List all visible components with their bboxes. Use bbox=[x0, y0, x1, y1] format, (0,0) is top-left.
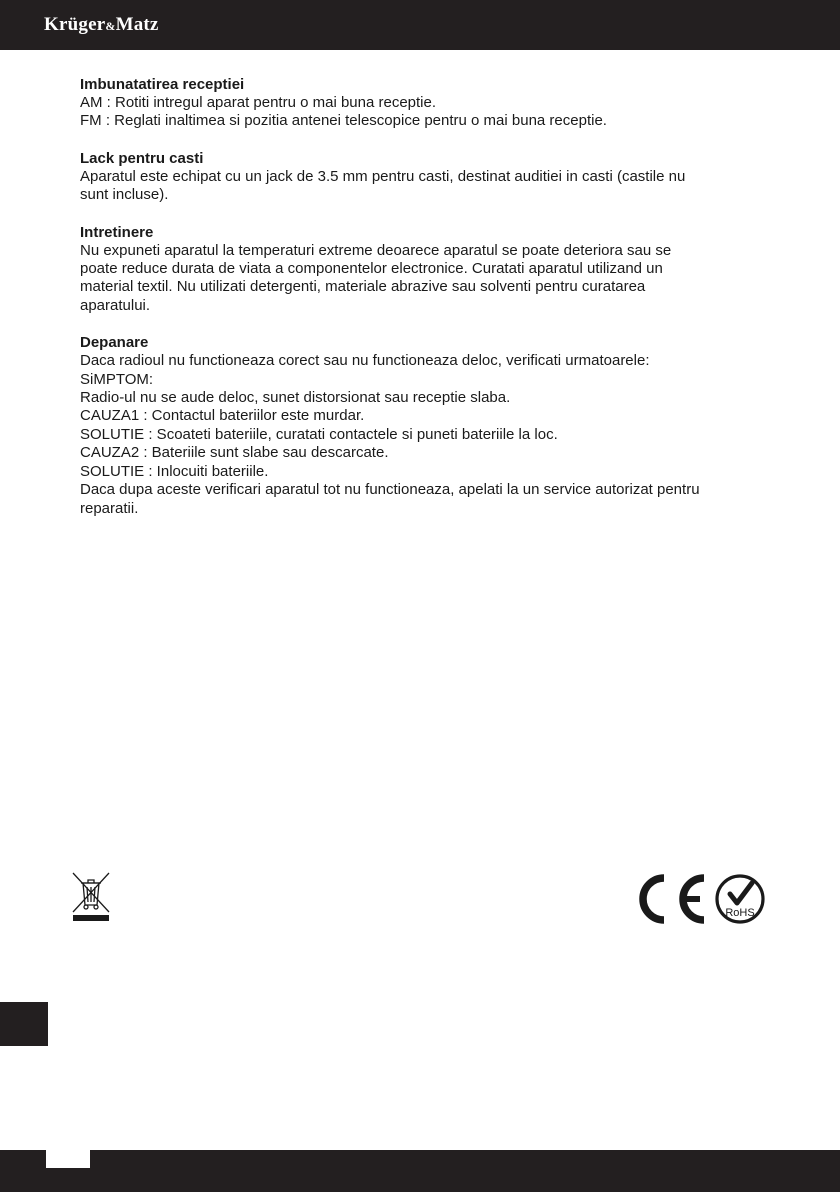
text-line: SOLUTIE : Scoateti bateriile, curatati contactele si puneti bateriile la loc. bbox=[80, 425, 558, 443]
text-line: Daca dupa aceste verificari aparatul tot nu functioneaza, apelati la un service autorizat pentru bbox=[80, 481, 700, 499]
text-line: reparatii. bbox=[80, 499, 139, 517]
section-headphone-jack bbox=[80, 150, 770, 205]
section-title: Intretinere bbox=[80, 223, 154, 241]
footer-bar bbox=[0, 1150, 840, 1192]
text-line: material textil. Nu utilizati detergenti, materiale abrazive sau solventi pentru curatarea bbox=[80, 278, 646, 296]
rohs-check-icon bbox=[717, 876, 763, 922]
section-reception bbox=[80, 76, 770, 131]
text-line: Aparatul este echipat cu un jack de 3.5 mm pentru casti, destinat auditiei in casti (castile nu bbox=[80, 167, 686, 185]
compliance-marks bbox=[634, 872, 766, 926]
crossed-out-wheelie-bin-icon bbox=[70, 870, 112, 922]
text-line: sunt incluse). bbox=[80, 186, 169, 204]
text-line: SiMPTOM: bbox=[80, 370, 154, 388]
section-title: Imbunatatirea receptiei bbox=[80, 76, 245, 93]
text-line: AM : Rotiti intregul aparat pentru o mai buna receptie. bbox=[80, 94, 437, 111]
text-line: CAUZA1 : Contactul bateriilor este murdar. bbox=[80, 407, 365, 425]
text-line: Radio-ul nu se aude deloc, sunet distorsionat sau receptie slaba. bbox=[80, 389, 511, 407]
text-line: Nu expuneti aparatul la temperaturi extreme deoarece aparatul se poate deteriora sau se bbox=[80, 241, 672, 259]
section-maintenance bbox=[80, 224, 770, 316]
text-line: FM : Reglati inaltimea si pozitia antenei telescopice pentru o mai buna receptie. bbox=[80, 112, 607, 130]
manual-content bbox=[80, 76, 770, 537]
section-title: Lack pentru casti bbox=[80, 149, 204, 167]
text-line: SOLUTIE : Inlocuiti bateriile. bbox=[80, 462, 269, 480]
header-bar bbox=[0, 0, 840, 50]
ce-mark-icon bbox=[643, 878, 704, 920]
section-title: Depanare bbox=[80, 334, 149, 352]
text-line: aparatului. bbox=[80, 296, 151, 314]
brand-logo: Krüger&Matz bbox=[44, 14, 159, 35]
text-line: poate reduce durata de viata a componentelor electronice. Curatati aparatul utilizand un bbox=[80, 260, 663, 278]
section-troubleshooting bbox=[80, 334, 770, 518]
page-number-box bbox=[46, 1148, 90, 1168]
text-line: CAUZA2 : Bateriile sunt slabe sau descarcate. bbox=[80, 444, 389, 462]
rohs-label: RoHS bbox=[725, 907, 755, 919]
text-line: Daca radioul nu functioneaza corect sau nu functioneaza deloc, verificati urmatoarele: bbox=[80, 352, 650, 370]
side-tab-marker bbox=[0, 1002, 48, 1046]
